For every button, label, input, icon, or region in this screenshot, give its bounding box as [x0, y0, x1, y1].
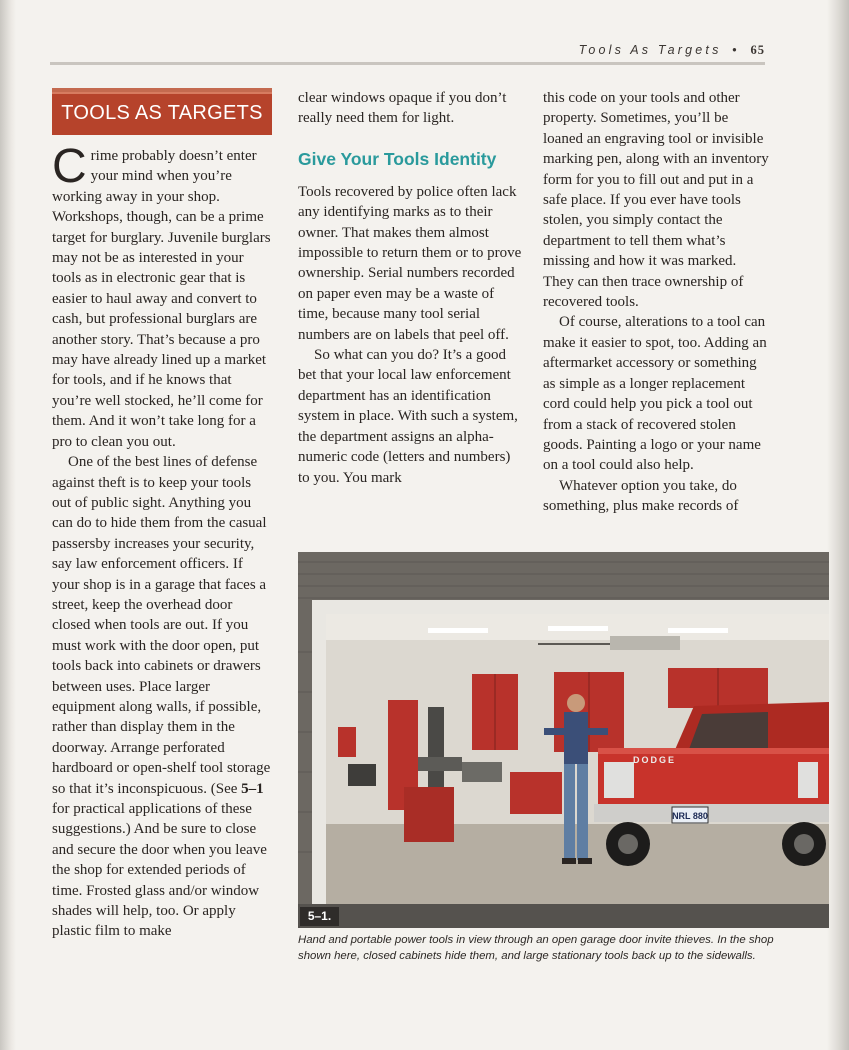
- header-rule: [50, 62, 765, 65]
- running-head-bullet: •: [732, 43, 740, 57]
- body-paragraph: clear windows opaque if you don’t really need them for light.: [298, 90, 507, 127]
- column-3: [543, 88, 769, 517]
- body-text: for practical applications of these suggestions.) And be sure to close and secure the door when you leave the shop for extended periods of time. Frosted glass and/or window shades will help, too. Or apply plastic film to make: [52, 801, 267, 940]
- drop-cap: C: [52, 140, 87, 193]
- garage-photo: [298, 552, 829, 928]
- column-2: [298, 88, 522, 488]
- section-banner: [52, 88, 272, 135]
- page-number: 65: [750, 43, 765, 57]
- running-head: [579, 43, 765, 58]
- running-head-section: Tools As Targets: [578, 43, 722, 57]
- body-paragraph: Of course, alterations to a tool can make it easier to spot, too. Adding an aftermarket accessory or something as simple as a longer replacement cord could help you pick a tool out from a stack of recovered stolen goods. Painting a logo or your name on a tool could also help.: [543, 314, 767, 474]
- subhead: Give Your Tools Identity: [298, 148, 497, 169]
- body-paragraph: Tools recovered by police often lack any identifying marks as to their owner. That makes them almost impossible to return them or to prove ownership. Serial numbers recorded on paper even may be a waste of time, because many tool serial numbers are on labels that peel off.: [298, 183, 522, 343]
- figure-reference: 5–1: [241, 780, 264, 797]
- body-paragraph: Whatever option you take, do something, plus make records of: [543, 477, 739, 515]
- license-plate: NRL 880: [672, 811, 708, 821]
- body-paragraph: So what can you do? It’s a good bet that your local law enforcement department has an identification system in place. With such a system, the department assigns an alpha-numeric code (letters and numbers) to you. You mark: [298, 347, 518, 486]
- body-paragraph: this code on your tools and other property. Sometimes, you’ll be loaned an engraving tool or invisible marking pen, along with an inventory form for you to fill out and put in a safe place. If you ever have tools stolen, you simply contact the department to tell them what’s missing and how it was marked. They can then trace ownership of recovered tools.: [543, 90, 769, 311]
- page-edge-shadow: [0, 0, 16, 1050]
- body-paragraph: [52, 452, 274, 942]
- figure-badge: 5–1.: [300, 907, 339, 926]
- figure-caption: Hand and portable power tools in view through an open garage door invite thieves. In the shop shown here, closed cabinets hide them, and large stationary tools back up to the sidewalls.: [298, 934, 774, 963]
- intro-paragraph: [52, 140, 274, 452]
- column-1: [52, 140, 274, 942]
- page-edge-shadow: [827, 0, 849, 1050]
- section-title: TOOLS AS TARGETS: [61, 102, 263, 124]
- truck-brand: DODGE: [633, 755, 677, 765]
- intro-text: rime probably doesn’t enter your mind when you’re working away in your shop. Workshops, though, can be a prime target for burglary. Juvenile burglars may not be as interested in your tools as in electronic gear that is easier to haul away and convert to cash, but professional burglars are another story. That’s because a pro may have already lined up a market for tools, and if he knows that you’re well stocked, he’ll come for them. And it won’t take long for a pro to clean you out.: [52, 148, 271, 450]
- body-text: One of the best lines of defense against theft is to keep your tools out of public sight. Anything you can do to hide them from the casual passersby increases your security, say law enforcement officers. If your shop is in a garage that faces a street, keep the overhead door closed when tools are out. If you must work with the door open, put tools back into cabinets or drawers between uses. Place larger equipment along walls, if possible, rather than display them in the doorway. Arrange perforated hardboard or open-shelf tool storage so that it’s inconspicuous. (See: [52, 454, 271, 797]
